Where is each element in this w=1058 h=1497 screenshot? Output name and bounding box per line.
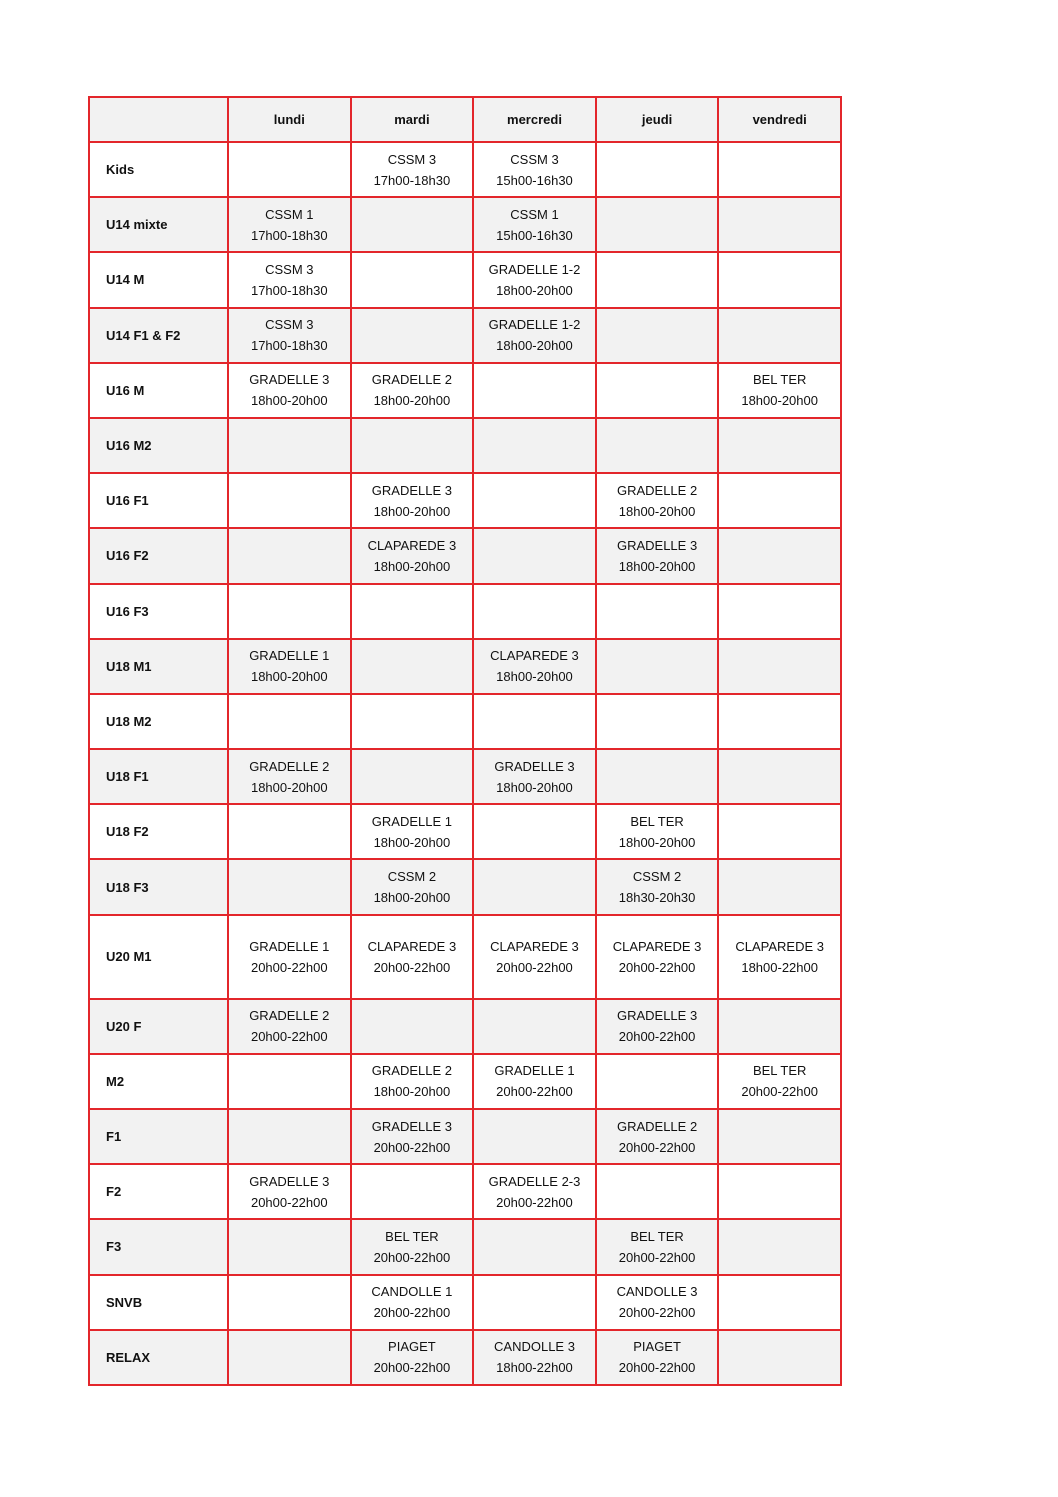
- slot-mercredi: [473, 363, 596, 418]
- slot-mardi: [351, 308, 474, 363]
- slot-place: GRADELLE 3: [494, 758, 575, 774]
- slot-lundi: [228, 308, 351, 363]
- slot-time: 18h00-20h00: [250, 669, 328, 685]
- slot-lundi: [228, 142, 351, 197]
- team-name: U16 M: [89, 363, 228, 418]
- team-name: U16 F3: [89, 584, 228, 639]
- slot-time: 20h00-22h00: [250, 1029, 328, 1045]
- slot-vendredi: [718, 584, 841, 639]
- slot-vendredi: [718, 197, 841, 252]
- slot-place: PIAGET: [633, 1339, 681, 1355]
- slot-place: CSSM 2: [632, 869, 682, 885]
- day-header-lundi: lundi: [228, 97, 351, 142]
- slot-jeudi: [596, 1054, 719, 1109]
- slot-mardi: [351, 915, 474, 999]
- slot-time: 20h00-22h00: [618, 1029, 696, 1045]
- slot-lundi: [228, 1330, 351, 1385]
- slot-vendredi: [718, 804, 841, 859]
- schedule-table: [88, 96, 842, 1386]
- slot-place: GRADELLE 2: [371, 1063, 452, 1079]
- table-row: [89, 915, 841, 999]
- slot-jeudi: [596, 197, 719, 252]
- slot-mardi: [351, 418, 474, 473]
- slot-place: GRADELLE 1: [249, 648, 330, 664]
- slot-time: 20h00-22h00: [618, 1249, 696, 1265]
- slot-vendredi: [718, 639, 841, 694]
- slot-jeudi: [596, 859, 719, 914]
- slot-mercredi: [473, 639, 596, 694]
- team-name: U14 M: [89, 252, 228, 307]
- slot-mardi: [351, 749, 474, 804]
- slot-mardi: [351, 197, 474, 252]
- slot-jeudi: [596, 1109, 719, 1164]
- slot-vendredi: [718, 142, 841, 197]
- slot-time: 18h00-20h00: [496, 779, 573, 795]
- slot-place: GRADELLE 1-2: [488, 261, 581, 277]
- slot-time: 20h00-22h00: [618, 1305, 696, 1321]
- slot-lundi: [228, 915, 351, 999]
- team-name: U18 M1: [89, 639, 228, 694]
- slot-jeudi: [596, 418, 719, 473]
- slot-mercredi: [473, 859, 596, 914]
- slot-lundi: [228, 1275, 351, 1330]
- slot-time: 18h00-20h00: [496, 338, 573, 354]
- slot-time: 20h00-22h00: [250, 959, 328, 975]
- corner-cell: [89, 97, 228, 142]
- slot-jeudi: [596, 915, 719, 999]
- table-row: [89, 418, 841, 473]
- slot-time: 20h00-22h00: [373, 1139, 451, 1155]
- slot-mercredi: [473, 473, 596, 528]
- slot-lundi: [228, 528, 351, 583]
- slot-lundi: [228, 1219, 351, 1274]
- slot-lundi: [228, 418, 351, 473]
- team-name: U16 F1: [89, 473, 228, 528]
- table-row: [89, 528, 841, 583]
- table-row: [89, 252, 841, 307]
- slot-mardi: [351, 1054, 474, 1109]
- slot-vendredi: [718, 999, 841, 1054]
- slot-vendredi: [718, 859, 841, 914]
- team-name: F3: [89, 1219, 228, 1274]
- table-row: [89, 363, 841, 418]
- slot-time: 18h00-20h00: [618, 503, 696, 519]
- slot-lundi: [228, 859, 351, 914]
- slot-place: GRADELLE 2: [616, 1118, 698, 1134]
- slot-place: CSSM 3: [265, 317, 314, 333]
- table-row: [89, 639, 841, 694]
- team-name: U18 F1: [89, 749, 228, 804]
- slot-time: 20h00-22h00: [618, 1360, 696, 1376]
- slot-place: GRADELLE 2: [249, 1008, 330, 1024]
- slot-time: 18h00-20h00: [741, 393, 818, 409]
- slot-jeudi: [596, 1275, 719, 1330]
- slot-jeudi: [596, 694, 719, 749]
- slot-jeudi: [596, 749, 719, 804]
- day-header-mardi: mardi: [351, 97, 474, 142]
- slot-time: 18h00-20h00: [250, 393, 328, 409]
- team-name: RELAX: [89, 1330, 228, 1385]
- slot-mardi: [351, 252, 474, 307]
- slot-time: 18h00-20h00: [496, 282, 573, 298]
- slot-place: CLAPAREDE 3: [490, 648, 579, 664]
- slot-mercredi: [473, 694, 596, 749]
- slot-place: CSSM 2: [387, 869, 437, 885]
- slot-vendredi: [718, 473, 841, 528]
- table-row: [89, 1219, 841, 1274]
- slot-mercredi: [473, 308, 596, 363]
- slot-mardi: [351, 999, 474, 1054]
- slot-vendredi: [718, 749, 841, 804]
- slot-place: GRADELLE 3: [371, 1118, 452, 1134]
- slot-place: CANDOLLE 1: [371, 1284, 453, 1300]
- team-name: U14 F1 & F2: [89, 308, 228, 363]
- slot-jeudi: [596, 252, 719, 307]
- slot-mercredi: [473, 915, 596, 999]
- slot-time: 20h00-22h00: [373, 1249, 451, 1265]
- slot-place: CANDOLLE 3: [494, 1339, 575, 1355]
- slot-place: GRADELLE 2: [371, 372, 452, 388]
- slot-place: CLAPAREDE 3: [490, 938, 579, 954]
- slot-jeudi: [596, 1330, 719, 1385]
- slot-place: GRADELLE 3: [616, 1008, 698, 1024]
- slot-mardi: [351, 639, 474, 694]
- slot-time: 18h00-20h00: [373, 1084, 451, 1100]
- slot-mardi: [351, 528, 474, 583]
- slot-mercredi: [473, 1275, 596, 1330]
- slot-vendredi: [718, 418, 841, 473]
- slot-lundi: [228, 197, 351, 252]
- team-name: U16 M2: [89, 418, 228, 473]
- slot-vendredi: [718, 1330, 841, 1385]
- slot-lundi: [228, 694, 351, 749]
- slot-time: 20h00-22h00: [496, 1194, 573, 1210]
- slot-time: 18h00-20h00: [373, 393, 451, 409]
- table-row: [89, 859, 841, 914]
- slot-vendredi: [718, 1164, 841, 1219]
- slot-vendredi: [718, 694, 841, 749]
- slot-lundi: [228, 999, 351, 1054]
- slot-lundi: [228, 584, 351, 639]
- slot-lundi: [228, 363, 351, 418]
- table-row: [89, 1330, 841, 1385]
- slot-mercredi: [473, 584, 596, 639]
- slot-place: CSSM 1: [265, 206, 314, 222]
- team-name: U14 mixte: [89, 197, 228, 252]
- table-row: [89, 584, 841, 639]
- slot-place: CSSM 3: [510, 151, 559, 167]
- slot-vendredi: [718, 363, 841, 418]
- team-name: U20 M1: [89, 915, 228, 999]
- slot-lundi: [228, 473, 351, 528]
- slot-time: 18h00-20h00: [250, 779, 328, 795]
- slot-vendredi: [718, 1054, 841, 1109]
- slot-vendredi: [718, 1109, 841, 1164]
- slot-place: GRADELLE 2-3: [488, 1173, 581, 1189]
- slot-jeudi: [596, 142, 719, 197]
- slot-time: 18h00-20h00: [373, 834, 451, 850]
- team-name: Kids: [89, 142, 228, 197]
- slot-time: 15h00-16h30: [496, 172, 573, 188]
- team-name: F1: [89, 1109, 228, 1164]
- slot-jeudi: [596, 473, 719, 528]
- slot-mardi: [351, 142, 474, 197]
- slot-place: GRADELLE 3: [616, 537, 698, 553]
- team-name: M2: [89, 1054, 228, 1109]
- slot-time: 20h00-22h00: [741, 1084, 818, 1100]
- schedule-body: [89, 142, 841, 1385]
- slot-vendredi: [718, 252, 841, 307]
- team-name: U16 F2: [89, 528, 228, 583]
- team-name: U18 F3: [89, 859, 228, 914]
- table-row: [89, 197, 841, 252]
- slot-mercredi: [473, 1054, 596, 1109]
- slot-place: CLAPAREDE 3: [367, 938, 457, 954]
- table-row: [89, 749, 841, 804]
- slot-time: 18h00-20h00: [373, 558, 451, 574]
- table-row: [89, 1164, 841, 1219]
- slot-jeudi: [596, 363, 719, 418]
- slot-mardi: [351, 1164, 474, 1219]
- slot-place: GRADELLE 2: [249, 758, 330, 774]
- slot-mardi: [351, 363, 474, 418]
- slot-place: GRADELLE 3: [249, 372, 330, 388]
- slot-place: GRADELLE 1: [371, 813, 452, 829]
- slot-time: 20h00-22h00: [496, 959, 573, 975]
- slot-time: 18h00-20h00: [496, 669, 573, 685]
- slot-mercredi: [473, 1219, 596, 1274]
- slot-place: BEL TER: [752, 1063, 807, 1079]
- slot-lundi: [228, 1054, 351, 1109]
- slot-place: CLAPAREDE 3: [367, 537, 457, 553]
- slot-vendredi: [718, 1219, 841, 1274]
- team-name: U18 M2: [89, 694, 228, 749]
- slot-lundi: [228, 804, 351, 859]
- slot-time: 18h00-20h00: [373, 503, 451, 519]
- table-row: [89, 1054, 841, 1109]
- slot-mercredi: [473, 1330, 596, 1385]
- slot-time: 17h00-18h30: [250, 338, 328, 354]
- team-name: U20 F: [89, 999, 228, 1054]
- slot-mardi: [351, 859, 474, 914]
- slot-mercredi: [473, 197, 596, 252]
- table-row: [89, 1109, 841, 1164]
- slot-place: PIAGET: [388, 1339, 436, 1355]
- slot-vendredi: [718, 528, 841, 583]
- slot-jeudi: [596, 639, 719, 694]
- slot-mardi: [351, 473, 474, 528]
- slot-vendredi: [718, 308, 841, 363]
- slot-place: GRADELLE 3: [249, 1173, 330, 1189]
- slot-jeudi: [596, 1164, 719, 1219]
- slot-time: 20h00-22h00: [250, 1194, 328, 1210]
- slot-place: GRADELLE 1: [249, 938, 330, 954]
- slot-vendredi: [718, 915, 841, 999]
- table-row: [89, 999, 841, 1054]
- day-header-jeudi: jeudi: [596, 97, 719, 142]
- slot-time: 18h00-20h00: [373, 890, 451, 906]
- slot-mardi: [351, 584, 474, 639]
- slot-jeudi: [596, 528, 719, 583]
- slot-place: CSSM 1: [510, 206, 559, 222]
- slot-mardi: [351, 1275, 474, 1330]
- slot-mardi: [351, 804, 474, 859]
- slot-lundi: [228, 1164, 351, 1219]
- slot-mardi: [351, 694, 474, 749]
- slot-time: 17h00-18h30: [250, 282, 328, 298]
- slot-mercredi: [473, 142, 596, 197]
- slot-jeudi: [596, 584, 719, 639]
- table-row: [89, 473, 841, 528]
- slot-place: GRADELLE 2: [616, 482, 698, 498]
- slot-mercredi: [473, 252, 596, 307]
- slot-time: 20h00-22h00: [618, 959, 696, 975]
- slot-place: CLAPAREDE 3: [735, 938, 824, 954]
- slot-mercredi: [473, 804, 596, 859]
- slot-mercredi: [473, 418, 596, 473]
- slot-mercredi: [473, 749, 596, 804]
- slot-place: BEL TER: [752, 372, 807, 388]
- slot-lundi: [228, 1109, 351, 1164]
- slot-time: 20h00-22h00: [373, 1360, 451, 1376]
- slot-time: 20h00-22h00: [496, 1084, 573, 1100]
- slot-place: GRADELLE 3: [371, 482, 452, 498]
- slot-time: 17h00-18h30: [250, 227, 328, 243]
- slot-time: 18h00-22h00: [741, 959, 818, 975]
- slot-mercredi: [473, 1109, 596, 1164]
- slot-time: 18h00-20h00: [618, 558, 696, 574]
- header-row: [89, 97, 841, 142]
- slot-jeudi: [596, 999, 719, 1054]
- table-row: [89, 804, 841, 859]
- slot-time: 20h00-22h00: [373, 1305, 451, 1321]
- table-row: [89, 1275, 841, 1330]
- table-row: [89, 142, 841, 197]
- slot-jeudi: [596, 804, 719, 859]
- slot-mardi: [351, 1330, 474, 1385]
- slot-jeudi: [596, 1219, 719, 1274]
- slot-time: 20h00-22h00: [373, 959, 451, 975]
- slot-place: BEL TER: [385, 1228, 439, 1244]
- slot-mercredi: [473, 1164, 596, 1219]
- slot-time: 17h00-18h30: [373, 172, 451, 188]
- slot-place: CSSM 3: [265, 261, 314, 277]
- slot-time: 20h00-22h00: [618, 1139, 696, 1155]
- slot-mercredi: [473, 528, 596, 583]
- team-name: U18 F2: [89, 804, 228, 859]
- table-row: [89, 308, 841, 363]
- slot-place: BEL TER: [630, 1228, 684, 1244]
- slot-place: GRADELLE 1-2: [488, 317, 581, 333]
- slot-lundi: [228, 252, 351, 307]
- team-name: F2: [89, 1164, 228, 1219]
- slot-place: CLAPAREDE 3: [612, 938, 702, 954]
- day-header-vendredi: vendredi: [718, 97, 841, 142]
- slot-place: CSSM 3: [387, 151, 437, 167]
- slot-mardi: [351, 1109, 474, 1164]
- slot-vendredi: [718, 1275, 841, 1330]
- slot-place: CANDOLLE 3: [616, 1284, 698, 1300]
- table-row: [89, 694, 841, 749]
- slot-jeudi: [596, 308, 719, 363]
- slot-time: 18h30-20h30: [618, 890, 696, 906]
- slot-place: BEL TER: [630, 813, 684, 829]
- slot-lundi: [228, 749, 351, 804]
- slot-place: GRADELLE 1: [494, 1063, 575, 1079]
- slot-time: 15h00-16h30: [496, 227, 573, 243]
- slot-mercredi: [473, 999, 596, 1054]
- slot-lundi: [228, 639, 351, 694]
- team-name: SNVB: [89, 1275, 228, 1330]
- slot-mardi: [351, 1219, 474, 1274]
- slot-time: 18h00-20h00: [618, 834, 696, 850]
- slot-time: 18h00-22h00: [496, 1360, 573, 1376]
- day-header-mercredi: mercredi: [473, 97, 596, 142]
